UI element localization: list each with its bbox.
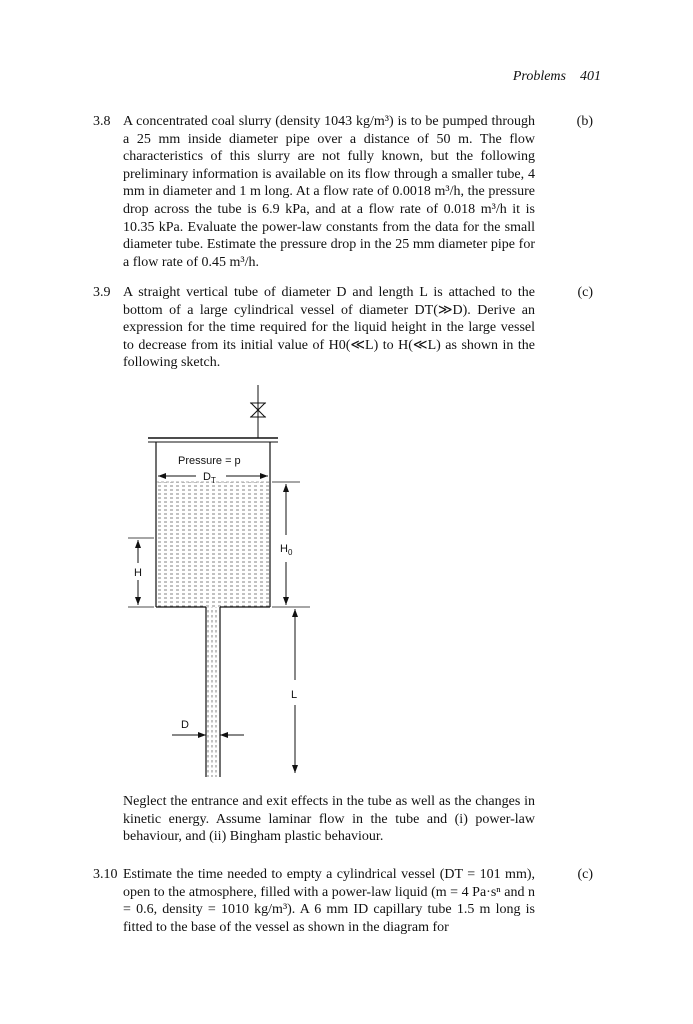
problem-3-10 bbox=[93, 866, 593, 936]
l-label: L bbox=[291, 689, 298, 701]
d-label: D bbox=[181, 719, 189, 731]
dt-label: $D_T$ bbox=[203, 471, 216, 485]
difficulty-tag: (b) bbox=[576, 114, 593, 129]
problem-number: 3.9 bbox=[93, 285, 111, 300]
sketch-notes: Neglect the entrance and exit effects in the tube as well as the changes in kinetic energy. Assume laminar flow in the tube and (i) power-law behaviour, and (ii) Bingham plastic behaviour. bbox=[123, 794, 535, 845]
problem-3-8 bbox=[93, 113, 593, 271]
valve-icon bbox=[250, 385, 266, 438]
difficulty-tag: (c) bbox=[577, 285, 593, 300]
problem-text: A straight vertical tube of diameter D and length L is attached to the bottom of a large cylindrical vessel of diameter DT(≫D). Derive an expression for the time required for the liquid height in the large vessel to decrease from its initial value of H0(≪L) to H(≪L) as shown in the following sketch. bbox=[123, 285, 535, 371]
problem-number: 3.10 bbox=[93, 867, 118, 882]
running-header bbox=[513, 69, 601, 85]
problem-3-9 bbox=[93, 284, 593, 372]
problem-text: Estimate the time needed to empty a cylindrical vessel (DT = 101 mm), open to the atmosphere, filled with a power-law liquid (m = 4 Pa·sⁿ and n = 0.6, density = 1010 kg/m³). A 6 mm ID capillary tube 1.5 m long is fitted to the base of the vessel as shown in the diagram for bbox=[123, 867, 535, 935]
h-label: H bbox=[134, 567, 142, 579]
vessel-liquid bbox=[156, 482, 270, 607]
difficulty-tag: (c) bbox=[577, 867, 593, 882]
running-title: Problems bbox=[512, 69, 566, 84]
problem-number: 3.8 bbox=[93, 114, 111, 129]
pressure-label: Pressure = p bbox=[178, 455, 241, 467]
h0-label: $H_0$ bbox=[280, 543, 293, 557]
problem-text: A concentrated coal slurry (density 1043 kg/m³) is to be pumped through a 25 mm inside diameter pipe over a distance of 50 m. The flow characteristics of this slurry are not fully known, but the following preliminary information is available on its flow through a smaller tube, 4 mm in diameter and 1 m long. At a flow rate of 0.0018 m³/h, the pressure drop across the tube is 6.9 kPa, and at a flow rate of 0.018 m³/h it is 10.35 kPa. Evaluate the power-law constants from the data for the small diameter tube. Estimate the pressure drop in the 25 mm diameter pipe for a flow rate of 0.45 m³/h. bbox=[123, 114, 535, 270]
page-number: 401 bbox=[580, 69, 601, 84]
vessel-sketch bbox=[110, 380, 350, 780]
tube-liquid bbox=[206, 607, 220, 777]
